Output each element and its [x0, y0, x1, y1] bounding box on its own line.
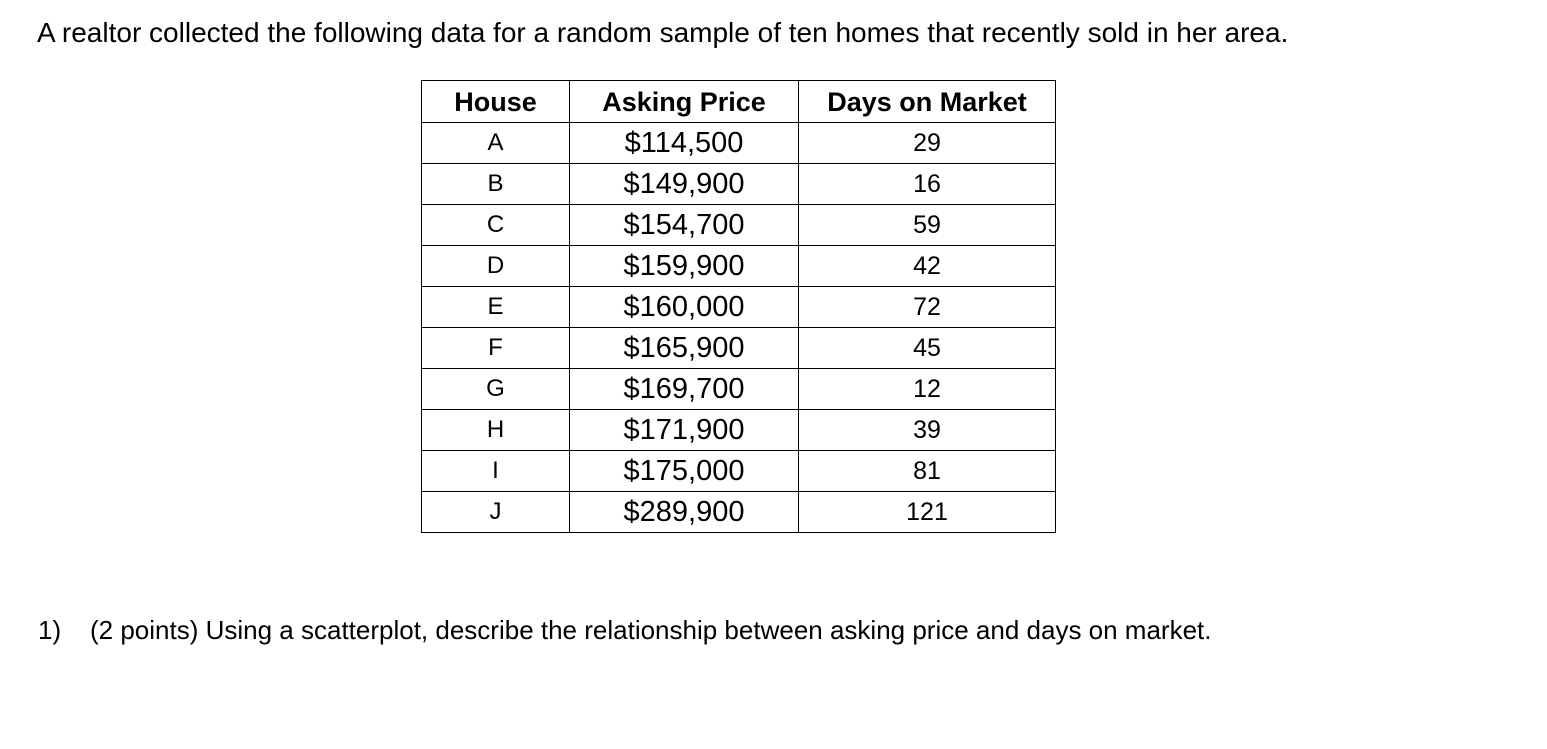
cell-house: J: [422, 492, 570, 533]
question-number: 1): [38, 615, 62, 645]
cell-days-on-market: 42: [799, 246, 1056, 287]
cell-asking-price: $171,900: [570, 410, 799, 451]
table-row: [422, 246, 1056, 287]
cell-asking-price: $175,000: [570, 451, 799, 492]
table-row: [422, 410, 1056, 451]
cell-house: A: [422, 123, 570, 164]
cell-days-on-market: 16: [799, 164, 1056, 205]
cell-house: E: [422, 287, 570, 328]
table-row: [422, 328, 1056, 369]
cell-asking-price: $160,000: [570, 287, 799, 328]
cell-days-on-market: 12: [799, 369, 1056, 410]
cell-asking-price: $149,900: [570, 164, 799, 205]
question-text: (2 points) Using a scatterplot, describe the relationship between asking price and days on market.: [90, 615, 1212, 645]
homes-data-table: [421, 80, 1056, 533]
cell-asking-price: $289,900: [570, 492, 799, 533]
table-row: [422, 123, 1056, 164]
cell-house: I: [422, 451, 570, 492]
cell-asking-price: $114,500: [570, 123, 799, 164]
table-row: [422, 205, 1056, 246]
table-row: [422, 451, 1056, 492]
cell-days-on-market: 121: [799, 492, 1056, 533]
intro-text: A realtor collected the following data for a random sample of ten homes that recently sold in her area.: [37, 17, 1289, 48]
cell-house: B: [422, 164, 570, 205]
cell-asking-price: $154,700: [570, 205, 799, 246]
cell-days-on-market: 59: [799, 205, 1056, 246]
table-row: [422, 369, 1056, 410]
cell-days-on-market: 29: [799, 123, 1056, 164]
cell-house: G: [422, 369, 570, 410]
table-row: [422, 287, 1056, 328]
question-1: [38, 611, 1212, 649]
header-asking-price: Asking Price: [570, 81, 799, 123]
cell-house: C: [422, 205, 570, 246]
cell-house: F: [422, 328, 570, 369]
cell-asking-price: $169,700: [570, 369, 799, 410]
header-days-on-market: Days on Market: [799, 81, 1056, 123]
table-header-row: [422, 81, 1056, 123]
cell-house: D: [422, 246, 570, 287]
cell-house: H: [422, 410, 570, 451]
cell-asking-price: $165,900: [570, 328, 799, 369]
cell-days-on-market: 72: [799, 287, 1056, 328]
cell-days-on-market: 81: [799, 451, 1056, 492]
cell-asking-price: $159,900: [570, 246, 799, 287]
cell-days-on-market: 39: [799, 410, 1056, 451]
cell-days-on-market: 45: [799, 328, 1056, 369]
header-house: House: [422, 81, 570, 123]
table-row: [422, 164, 1056, 205]
table-row: [422, 492, 1056, 533]
